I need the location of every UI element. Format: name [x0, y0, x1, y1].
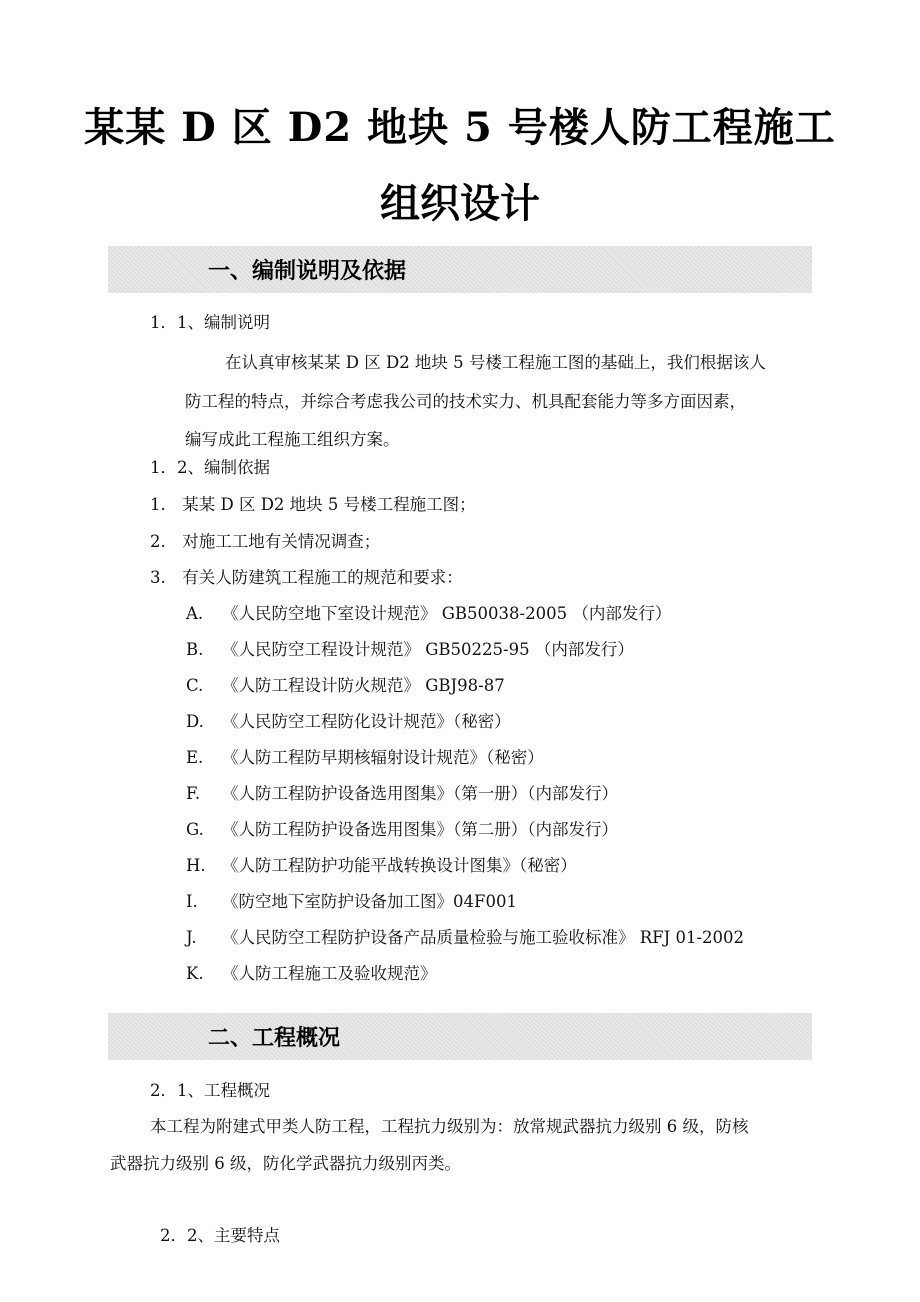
standard-item [186, 604, 671, 624]
standard-letter: H. [186, 856, 206, 875]
basis-item-2: 2. 对施工工地有关情况调查； [150, 532, 381, 551]
section-2-heading: 二、工程概况 [208, 1026, 341, 1051]
section-1-heading-band [108, 246, 812, 293]
standard-item [186, 784, 618, 804]
standard-item [186, 856, 577, 876]
standard-item [186, 640, 634, 660]
basis-item-1: 1. 某某 D 区 D2 地块 5 号楼工程施工图； [150, 495, 476, 514]
standard-letter: D. [186, 712, 204, 731]
subsection-2-2-heading: 2．2、主要特点 [160, 1226, 280, 1245]
standard-letter: E. [186, 748, 204, 767]
standard-text: 《人民防空工程防化设计规范》（秘密） [222, 712, 511, 731]
standard-letter: G. [186, 820, 204, 839]
subsection-1-2-heading: 1．2、编制依据 [150, 458, 270, 477]
standard-letter: J. [186, 928, 197, 947]
subsection-1-1-heading: 1．1、编制说明 [150, 313, 270, 332]
standard-letter: F. [186, 784, 201, 803]
standard-text: 《人防工程防早期核辐射设计规范》（秘密） [222, 748, 544, 767]
standard-text: 《人防工程防护设备选用图集》（第一册）（内部发行） [222, 784, 618, 803]
standard-text: 《人民防空工程设计规范》 GB50225-95 （内部发行） [222, 640, 634, 659]
standard-text: 《防空地下室防护设备加工图》04F001 [222, 892, 517, 911]
standard-item [186, 964, 437, 984]
standard-item [186, 820, 618, 840]
standard-item [186, 712, 511, 732]
standard-letter: C. [186, 676, 204, 695]
subsection-2-1-heading: 2．1、工程概况 [150, 1081, 270, 1100]
section-1-heading: 一、编制说明及依据 [208, 259, 407, 284]
standard-letter: A. [186, 604, 204, 623]
paragraph-1-line-2: 防工程的特点，并综合考虑我公司的技术实力、机具配套能力等多方面因素， [185, 392, 746, 411]
standard-letter: K. [186, 964, 204, 983]
standard-item [186, 928, 744, 948]
standard-item [186, 748, 544, 768]
standard-item [186, 676, 505, 696]
standard-item [186, 892, 517, 912]
standard-text: 《人民防空地下室设计规范》 GB50038-2005 （内部发行） [222, 604, 672, 623]
standard-text: 《人防工程防护功能平战转换设计图集》（秘密） [222, 856, 577, 875]
standard-letter: I. [186, 892, 198, 911]
standard-text: 《人防工程设计防火规范》 GBJ98-87 [222, 676, 505, 695]
document-title-line-2: 组织设计 [380, 180, 540, 227]
paragraph-1-line-1: 在认真审核某某 D 区 D2 地块 5 号楼工程施工图的基础上，我们根据该人 [225, 353, 766, 372]
standard-letter: B. [186, 640, 204, 659]
standard-text: 《人民防空工程防护设备产品质量检验与施工验收标准》 RFJ 01-2002 [222, 928, 745, 947]
paragraph-2-line-1: 本工程为附建式甲类人防工程，工程抗力级别为：放常规武器抗力级别 6 级，防核 [150, 1117, 749, 1136]
document-title-line-1: 某某 D 区 D2 地块 5 号楼人防工程施工 [84, 104, 836, 151]
paragraph-1-line-3: 编写成此工程施工组织方案。 [185, 430, 400, 449]
basis-item-3: 3. 有关人防建筑工程施工的规范和要求： [150, 568, 463, 587]
standard-text: 《人防工程防护设备选用图集》（第二册）（内部发行） [222, 820, 618, 839]
section-2-heading-band [108, 1013, 812, 1060]
paragraph-2-line-2: 武器抗力级别 6 级，防化学武器抗力级别丙类。 [110, 1154, 461, 1173]
standard-text: 《人防工程施工及验收规范》 [222, 964, 437, 983]
